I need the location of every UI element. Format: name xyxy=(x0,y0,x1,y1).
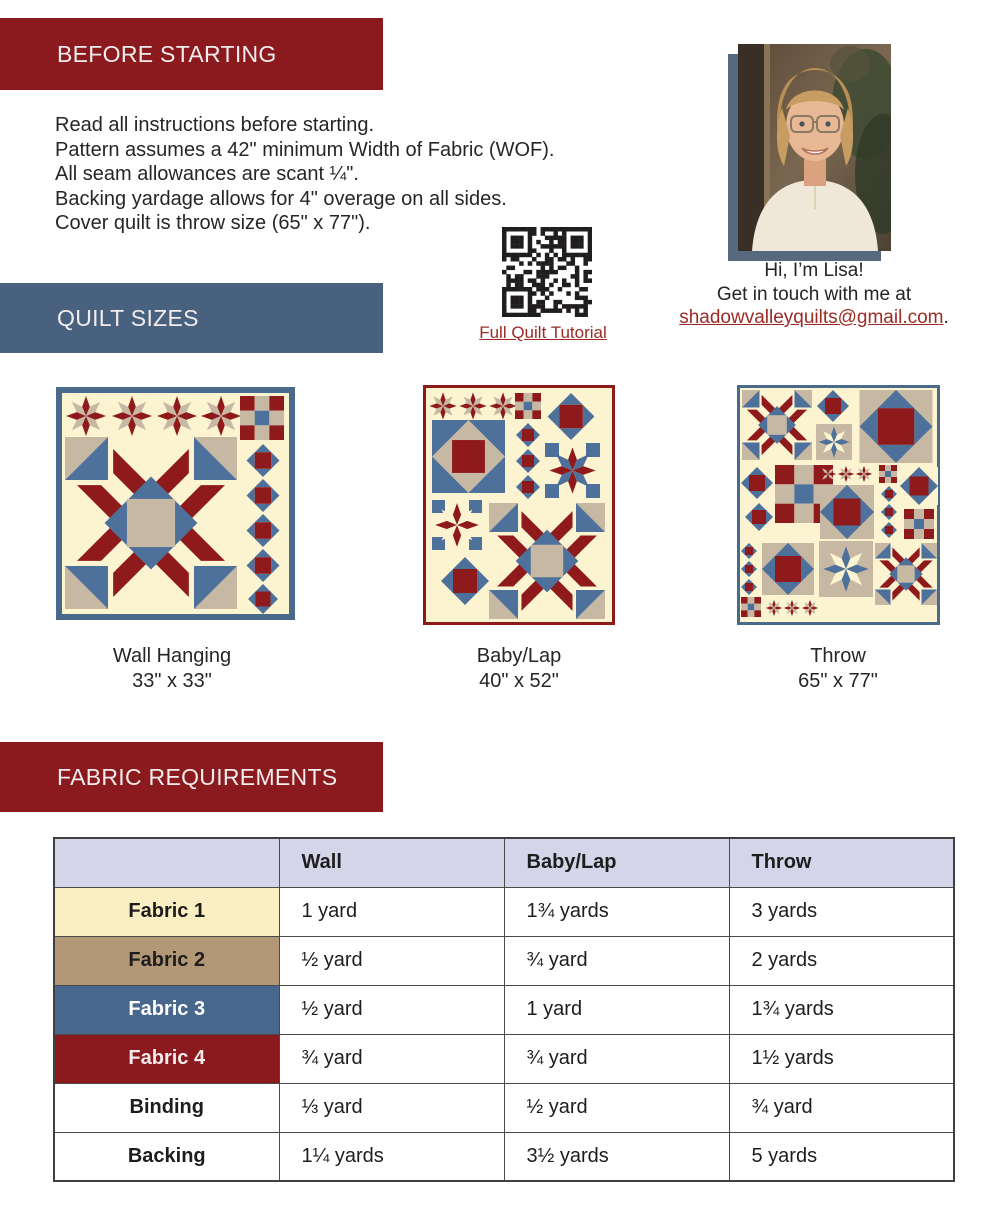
contact-block xyxy=(664,259,964,330)
fabric-label-cell: Fabric 1 xyxy=(54,887,279,936)
table-row xyxy=(54,1083,954,1132)
corner-header xyxy=(54,838,279,887)
throw-quilt-image xyxy=(737,385,940,625)
table-row xyxy=(54,936,954,985)
yardage-cell: 2 yards xyxy=(729,936,954,985)
section-title: QUILT SIZES xyxy=(57,304,199,331)
fabric-label-cell: Binding xyxy=(54,1083,279,1132)
instruction-line: Read all instructions before starting. xyxy=(55,114,375,136)
quilt-size: 65" x 77" xyxy=(798,669,878,692)
column-header: Wall xyxy=(279,838,504,887)
fabric-label-cell: Backing xyxy=(54,1132,279,1181)
yardage-cell: ½ yard xyxy=(504,1083,729,1132)
fabric-label-cell: Fabric 2 xyxy=(54,936,279,985)
contact-line: Get in touch with me at xyxy=(716,283,912,305)
qr-code-pattern xyxy=(502,227,592,317)
instruction-line: Backing yardage allows for 4" overage on all sides. xyxy=(55,187,507,210)
yardage-cell: ⅓ yard xyxy=(279,1083,504,1132)
table-header-row xyxy=(54,838,954,887)
instruction-line: Pattern assumes a 42" minimum Width of Fabric (WOF). xyxy=(55,138,555,161)
baby-lap-quilt-image xyxy=(423,385,615,625)
table-row xyxy=(54,887,954,936)
contact-greeting: Hi, I’m Lisa! xyxy=(764,260,864,281)
yardage-cell: 1 yard xyxy=(279,887,504,936)
section-title: FABRIC REQUIREMENTS xyxy=(57,763,338,790)
yardage-cell: 1¾ yards xyxy=(729,985,954,1034)
lisa-photo xyxy=(738,44,891,251)
section-header-fabric-requirements xyxy=(0,742,383,812)
quilt-label-wall xyxy=(62,644,282,693)
fabric-label-cell: Fabric 3 xyxy=(54,985,279,1034)
wall-hanging-quilt-image xyxy=(56,387,295,620)
section-header-before-starting xyxy=(0,18,383,90)
yardage-cell: 1 yard xyxy=(504,985,729,1034)
yardage-cell: ¾ yard xyxy=(729,1083,954,1132)
quilt-label-throw xyxy=(728,644,948,693)
table-row xyxy=(54,1132,954,1181)
column-header: Throw xyxy=(729,838,954,887)
yardage-cell: 1¼ yards xyxy=(279,1132,504,1181)
yardage-cell: ½ yard xyxy=(279,985,504,1034)
instruction-line: All seam allowances are scant ¼". xyxy=(55,163,359,185)
quilt-label-baby-lap xyxy=(409,644,629,693)
email-link[interactable]: shadowvalleyquilts@gmail.com xyxy=(679,307,944,328)
yardage-cell: ¾ yard xyxy=(504,936,729,985)
yardage-cell: ½ yard xyxy=(279,936,504,985)
quilt-size: 40" x 52" xyxy=(479,669,559,692)
email-period: . xyxy=(943,307,949,328)
contact-email-line xyxy=(664,306,964,330)
instruction-line: Cover quilt is throw size (65" x 77"). xyxy=(55,212,371,234)
yardage-cell: 3 yards xyxy=(729,887,954,936)
quilt-name: Throw xyxy=(810,645,866,667)
qr-tutorial-link[interactable]: Full Quilt Tutorial xyxy=(479,323,607,342)
quilt-name: Wall Hanging xyxy=(112,645,232,667)
instructions xyxy=(55,113,554,236)
fabric-label-cell: Fabric 4 xyxy=(54,1034,279,1083)
qr-code xyxy=(502,227,592,317)
portrait-illustration xyxy=(738,44,891,251)
section-title: BEFORE STARTING xyxy=(57,40,277,67)
fabric-requirements-table xyxy=(53,837,955,1182)
section-header-quilt-sizes xyxy=(0,283,383,353)
table-row xyxy=(54,1034,954,1083)
yardage-cell: 1½ yards xyxy=(729,1034,954,1083)
yardage-cell: ¾ yard xyxy=(504,1034,729,1083)
yardage-cell: 3½ yards xyxy=(504,1132,729,1181)
yardage-cell: ¾ yard xyxy=(279,1034,504,1083)
yardage-cell: 5 yards xyxy=(729,1132,954,1181)
yardage-cell: 1¾ yards xyxy=(504,887,729,936)
table-row xyxy=(54,985,954,1034)
column-header: Baby/Lap xyxy=(504,838,729,887)
quilt-name: Baby/Lap xyxy=(476,645,562,667)
quilt-size: 33" x 33" xyxy=(132,669,212,692)
